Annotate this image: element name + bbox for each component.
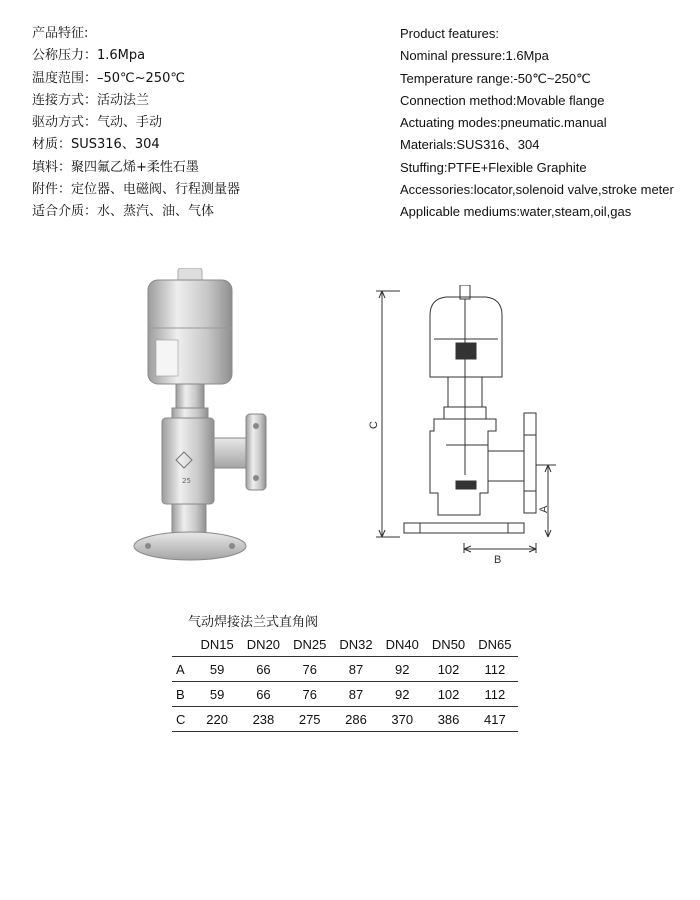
features-cn-mediums: 适合介质：水、蒸汽、油、气体	[32, 204, 215, 220]
row-label-c: C	[176, 711, 186, 727]
features-cn-accessories: 附件：定位器、电磁阀、行程测量器	[32, 182, 241, 198]
row-label-a: A	[176, 661, 185, 677]
drawing-bottom-flange	[404, 523, 524, 533]
table-cell: 76	[302, 661, 317, 677]
table-cell: 92	[395, 686, 410, 702]
dim-label-b: B	[494, 554, 502, 565]
table-row	[172, 657, 518, 682]
side-outlet-pipe	[214, 438, 248, 468]
table-cell: 112	[484, 686, 506, 702]
table-title: 气动焊接法兰式直角阀	[188, 615, 319, 630]
features-cn-actuation: 驱动方式：气动、手动	[32, 115, 163, 131]
table-corner-cell	[172, 632, 194, 657]
drawing-side-outlet	[488, 451, 524, 481]
technical-drawing	[360, 285, 580, 565]
table-row	[172, 707, 518, 732]
table-cell: 102	[437, 661, 460, 677]
drawing-body	[430, 419, 496, 515]
table-cell: 112	[484, 661, 506, 677]
table-cell: 87	[348, 661, 364, 677]
header-dn40: DN40	[385, 636, 419, 652]
table-cell: 92	[395, 661, 410, 677]
features-en-connection: Connection method:Movable flange	[400, 92, 605, 108]
table-cell: 76	[302, 686, 317, 702]
features-en-pressure: Nominal pressure:1.6Mpa	[400, 48, 549, 64]
row-label-b: B	[176, 686, 185, 702]
dim-label-c: C	[368, 421, 380, 429]
features-en-heading: Product features:	[400, 26, 499, 41]
table-cell: 66	[256, 661, 271, 677]
features-en	[400, 23, 700, 224]
table-cell: 275	[298, 711, 321, 727]
dimension-table	[172, 632, 518, 732]
header-dn50: DN50	[431, 636, 466, 652]
features-en-stuffing: Stuffing:PTFE+Flexible Graphite	[400, 159, 587, 175]
table-cell: 417	[483, 711, 506, 727]
header-dn20: DN20	[246, 636, 281, 652]
table-header-row	[172, 632, 518, 657]
header-dn15: DN15	[200, 636, 234, 652]
table-cell: 102	[437, 686, 460, 702]
table-row	[172, 682, 518, 707]
header-dn25: DN25	[293, 636, 327, 652]
features-en-mediums: Applicable mediums:water,steam,oil,gas	[400, 204, 632, 220]
features-en-actuation: Actuating modes:pneumatic.manual	[400, 115, 607, 131]
features-cn	[32, 23, 372, 224]
table-cell: 370	[391, 711, 414, 727]
header-dn65: DN65	[478, 636, 512, 652]
valve-body	[162, 418, 214, 504]
features-cn-temperature: 温度范围：–50℃~250℃	[32, 70, 185, 86]
features-cn-stuffing: 填料：聚四氟乙烯+柔性石墨	[32, 159, 199, 175]
table-cell: 59	[209, 686, 225, 702]
drawing-side-flange	[524, 413, 536, 513]
features-cn-pressure: 公称压力：1.6Mpa	[32, 48, 146, 64]
dim-label-a: A	[538, 505, 550, 513]
table-cell: 238	[252, 711, 275, 727]
table-cell: 87	[348, 686, 364, 702]
features-cn-connection: 连接方式：活动法兰	[32, 92, 150, 108]
actuator-label-plate	[156, 340, 178, 376]
valve-photo	[120, 268, 280, 568]
features-cn-heading: 产品特征:	[32, 26, 89, 41]
drawing-actuator	[430, 297, 502, 377]
table-cell: 59	[209, 661, 225, 677]
features-en-material: Materials:SUS316、304	[400, 137, 540, 153]
bottom-neck	[172, 504, 206, 534]
features-en-accessories: Accessories:locator,solenoid valve,stroke meter	[400, 182, 674, 198]
body-marking: 25	[182, 477, 191, 485]
table-cell: 66	[256, 686, 271, 702]
table-cell: 220	[206, 711, 228, 727]
header-dn32: DN32	[339, 636, 373, 652]
features-cn-material: 材质：SUS316、304	[32, 137, 160, 153]
table-cell: 386	[437, 711, 460, 727]
table-cell: 286	[345, 711, 367, 727]
features-en-temperature: Temperature range:-50℃~250℃	[400, 70, 591, 86]
